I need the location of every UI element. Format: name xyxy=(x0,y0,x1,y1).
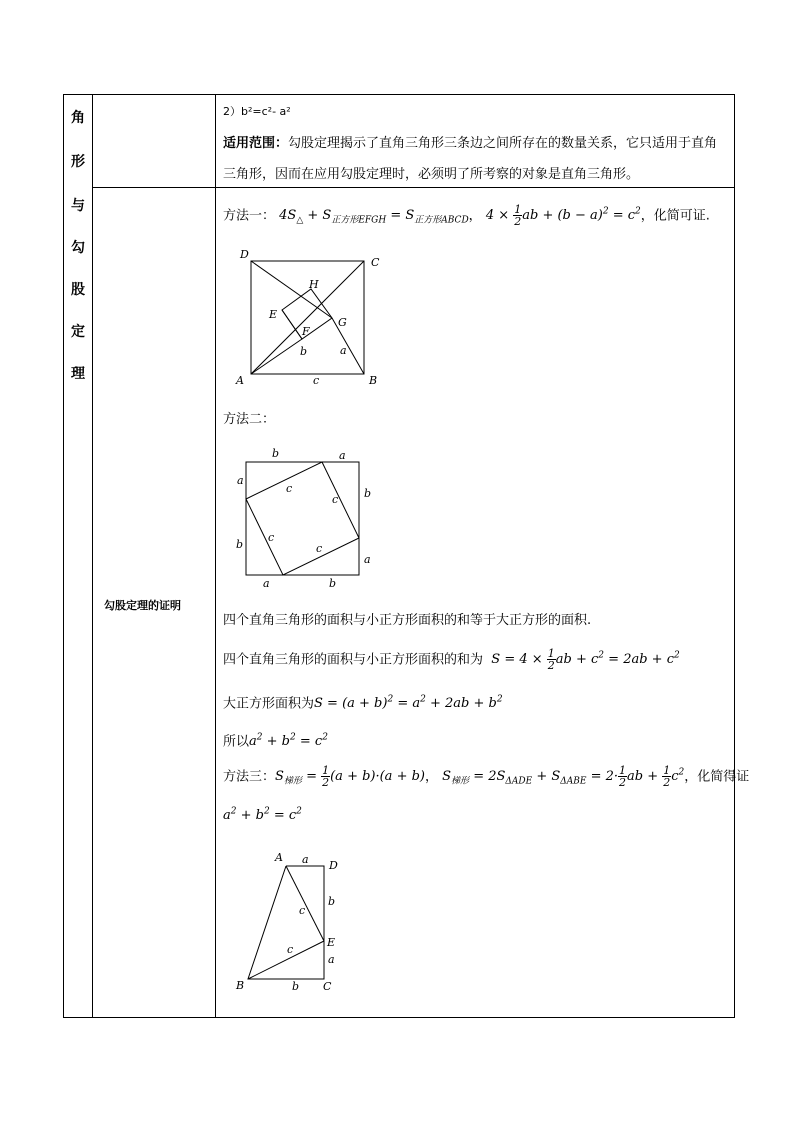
diagram1-label-C: C xyxy=(371,256,380,269)
diagram3-label-D: D xyxy=(329,859,338,872)
method3-result: $a^2 + b^2 = c^2$ xyxy=(223,807,302,824)
method2-label: 方法二： xyxy=(223,412,276,427)
heading-char-5: 股 xyxy=(71,282,85,298)
method1-formula-b: 4 × $\frac{1}{2}$ ab + $(b - a)^2 = c^2$ xyxy=(485,203,641,229)
diagram2-label-right-a: a xyxy=(364,553,371,566)
method3-label: 方法三： xyxy=(223,769,276,785)
method3-trap-sub-2: 梯形 xyxy=(451,776,470,787)
method2-sentence-3: 大正方形面积为 xyxy=(223,696,315,712)
heading-char-7: 理 xyxy=(71,366,85,382)
heading-char-4: 勾 xyxy=(71,240,85,256)
diagram3-label-E: E xyxy=(327,936,336,949)
method1-label: 方法一： xyxy=(223,208,276,224)
diagram1-label-E: E xyxy=(269,308,278,321)
diagram3-label-a-top: a xyxy=(302,853,309,866)
diagram3-label-a-right: a xyxy=(328,953,335,966)
method2-formula-2: $S = (a + b)^2 = a^2 + 2ab + b^2$ xyxy=(314,695,503,712)
method1-suffix: ，化简可证. xyxy=(640,208,710,224)
method2-sentence-2: 四个直角三角形的面积与小正方形面积的和为 xyxy=(223,652,484,668)
diagram1-label-a: a xyxy=(340,344,347,357)
diagram3-label-c1: c xyxy=(299,904,306,917)
diagram1-label-D: D xyxy=(240,248,249,261)
method2-sentence-4: 所以 xyxy=(223,734,250,750)
method1-formula-a: $4S_\triangle + S_{正方形EFGH} = S_{正方形ABCD}$ xyxy=(279,208,469,226)
diagram1-label-B: B xyxy=(369,374,378,387)
diagram1-label-H: H xyxy=(309,278,319,291)
scope-text-1: 勾股定理揭示了直角三角形三条边之间所存在的数量关系，它只适用于直角 xyxy=(288,136,718,151)
diagram1-label-G: G xyxy=(338,316,347,329)
diagram1-label-b: b xyxy=(300,345,308,358)
diagram2-label-bottom-a: a xyxy=(263,577,270,590)
diagram2-label-c2: c xyxy=(332,493,339,506)
scope-line-2: 三角形，因而在应用勾股定理时，必须明了所考察的对象是直角三角形。 xyxy=(223,167,640,182)
heading-char-6: 定 xyxy=(71,324,85,340)
diagram2-label-right-b: b xyxy=(364,487,372,500)
diagram3-label-B: B xyxy=(236,979,245,992)
diagram3-label-b-bottom: b xyxy=(292,980,300,993)
diagram2-label-left-a: a xyxy=(237,474,244,487)
method3-line: 方法三：$S_{梯形}$ = $\frac{1}{2}$ (a + b)·(a + b)， $S_{梯形} = 2S_{\Delta ADE} + S_{\Delta ABE} = 2\cdot$ $\frac{1}{2}$ ab + $\frac{1}{2}$ $c^2$，化简得证 xyxy=(223,764,750,790)
diagram2-label-c1: c xyxy=(286,482,293,495)
method1-line: 方法一： $4S_\triangle + S_{正方形EFGH} = S_{正方形ABCD}$， 4 × $\frac{1}{2}$ ab + $(b - a)^2 = c^2$，化简可证. xyxy=(223,203,710,229)
heading-char-2: 形 xyxy=(71,154,85,170)
heading-char-3: 与 xyxy=(71,198,85,214)
diagram1-label-F: F xyxy=(302,325,310,338)
diagram2-label-top-a: a xyxy=(339,449,346,462)
formula-b2: 2）b²=c²- a² xyxy=(223,105,291,118)
diagram2-label-c3: c xyxy=(268,531,275,544)
diagram3-label-b-right: b xyxy=(328,895,336,908)
method3-trap-sub-1: 梯形 xyxy=(283,776,302,787)
diagram1-label-c: c xyxy=(313,374,320,387)
diagram3-label-C: C xyxy=(323,980,332,993)
method2-formula-3: $a^2 + b^2 = c^2$ xyxy=(249,733,328,750)
method2-formula-1: S = 4 × $\frac{1}{2}$ ab + $c^2 = 2ab + c^2$ xyxy=(491,647,680,673)
diagram3-label-A: A xyxy=(275,851,283,864)
method3-suffix: ，化简得证 xyxy=(684,769,750,785)
diagram1-label-A: A xyxy=(236,374,244,387)
row-label: 勾股定理的证明 xyxy=(104,599,181,612)
heading-char-1: 角 xyxy=(71,110,85,126)
diagram2-label-c4: c xyxy=(316,542,323,555)
method3-formula-b: $S_{梯形} = 2S_{\Delta ADE} + S_{\Delta ABE} = 2\cdot$ $\frac{1}{2}$ ab + $\frac{1}{2}$ $c^2$ xyxy=(442,764,685,790)
diagram2-label-bottom-b: b xyxy=(329,577,337,590)
diagram2-label-top-b: b xyxy=(272,447,280,460)
scope-label: 适用范围： xyxy=(223,136,289,151)
diagram3-label-c2: c xyxy=(287,943,294,956)
diagram2-label-left-b: b xyxy=(236,538,244,551)
method3-formula-a: $S_{梯形}$ = $\frac{1}{2}$ (a + b)·(a + b) xyxy=(275,764,425,790)
method2-sentence-1: 四个直角三角形的面积与小正方形面积的和等于大正方形的面积. xyxy=(223,613,592,628)
